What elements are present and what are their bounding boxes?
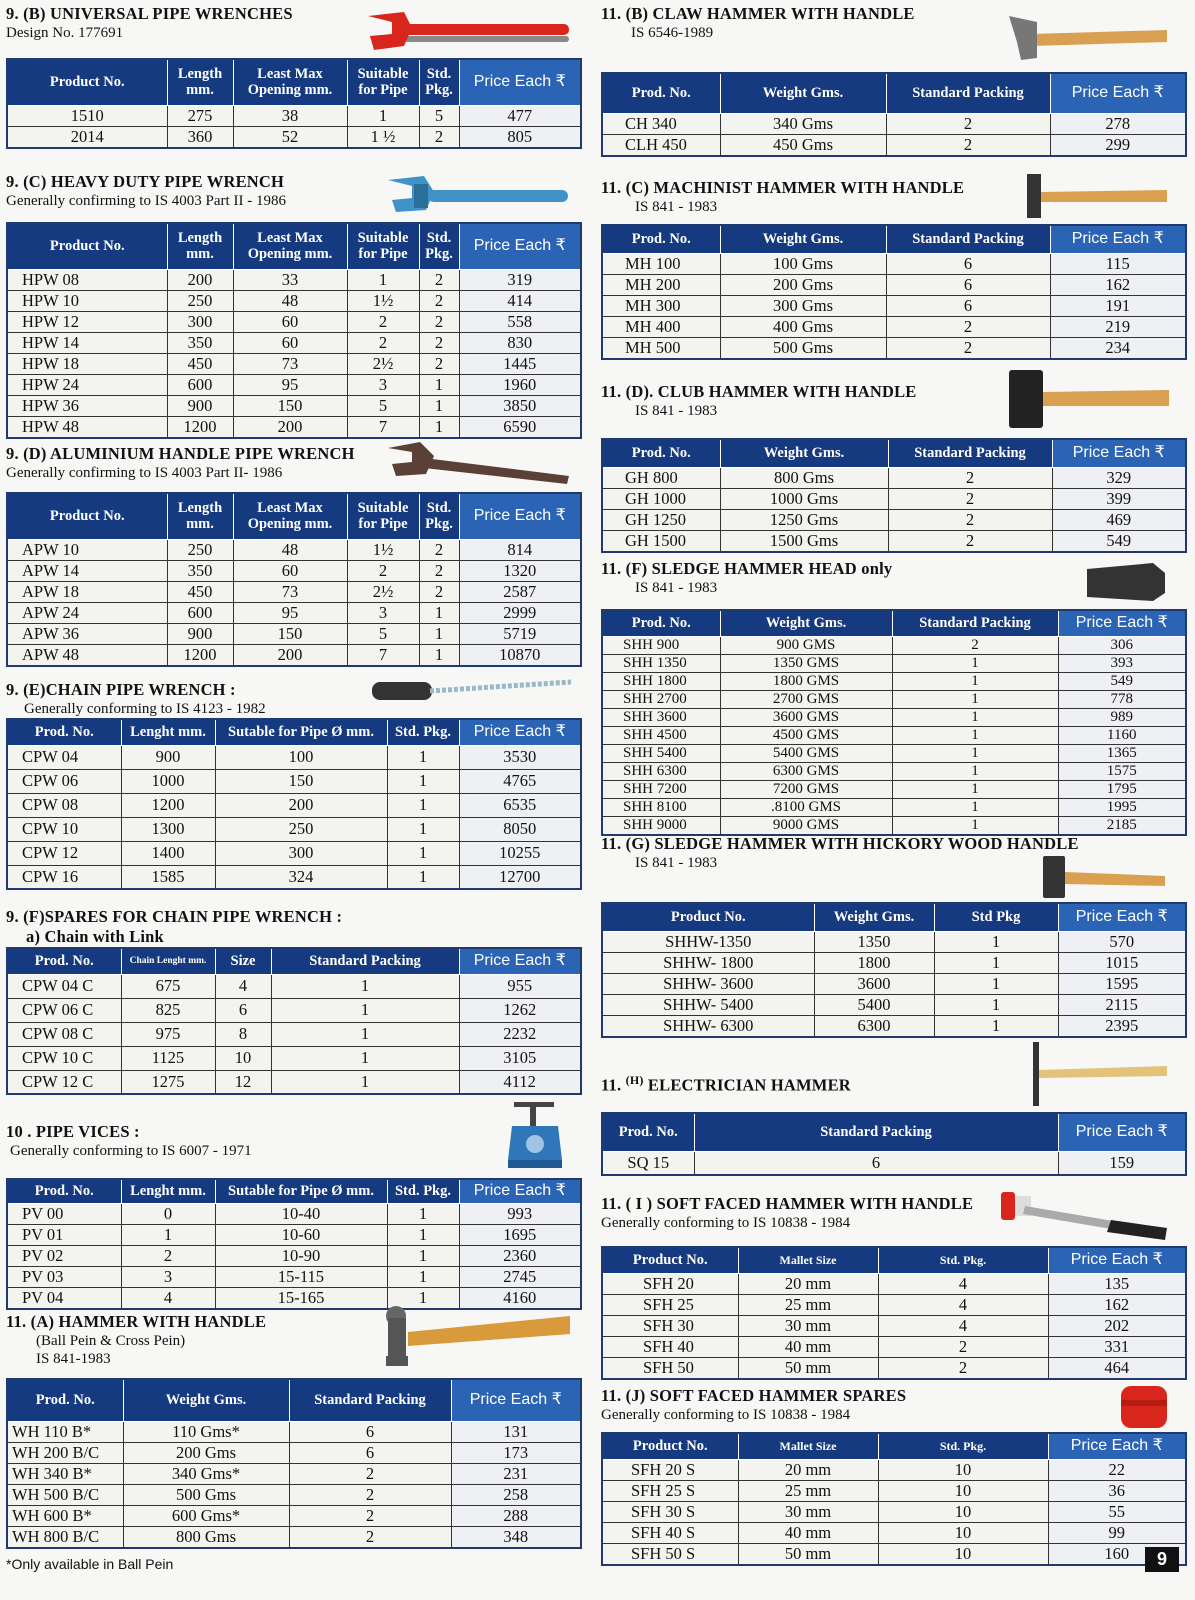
table-row: GH 800 800 Gms 2 329 [602, 467, 1186, 488]
table-row: CPW 04 C 675 4 1 955 [7, 974, 581, 998]
table-row: SHHW- 3600 3600 1 1595 [602, 973, 1186, 994]
table-row: SHH 5400 5400 GMS 1 1365 [602, 744, 1186, 762]
table-row: HPW 48 1200 200 7 1 6590 [7, 416, 581, 438]
sledge-hammer-head-table [601, 609, 1187, 836]
table-row: APW 10 250 48 1½ 2 814 [7, 539, 581, 560]
pipe-vices-table [6, 1178, 582, 1310]
col-header: Least Max Opening mm. [233, 493, 347, 539]
col-header: Least Max Opening mm. [233, 59, 347, 105]
col-header: Mallet Size [738, 1433, 878, 1459]
col-header: Prod. No. [7, 719, 121, 745]
col-header: Chain Lenght mm. [121, 948, 215, 974]
table-body [602, 1273, 1186, 1379]
col-header: Weight Gms. [814, 903, 934, 931]
col-header: Lenght mm. [121, 1179, 215, 1203]
col-header: Standard Packing [289, 1379, 451, 1421]
table-row: APW 36 900 150 5 1 5719 [7, 623, 581, 644]
col-header: Std Pkg [934, 903, 1058, 931]
col-header: Least Max Opening mm. [233, 223, 347, 269]
table-row: WH 500 B/C 500 Gms 2 258 [7, 1484, 581, 1505]
col-header: Std. Pkg. [878, 1433, 1048, 1459]
col-header-price: Price Each ₹ [459, 1179, 581, 1203]
table-row: SHH 4500 4500 GMS 1 1160 [602, 726, 1186, 744]
table-row: MH 400 400 Gms 2 219 [602, 316, 1186, 337]
footnote: *Only available in Ball Pein [6, 1556, 174, 1572]
section-subtitle: (Ball Pein & Cross Pein) [36, 1333, 186, 1349]
table-body [7, 1421, 581, 1548]
col-header: Prod. No. [602, 439, 720, 467]
section-title: 11. (C) MACHINIST HAMMER WITH HANDLE [601, 178, 965, 197]
table-row: WH 340 B* 340 Gms* 2 231 [7, 1463, 581, 1484]
col-header-price: Price Each ₹ [1058, 1113, 1186, 1151]
section-claw-hammer [601, 4, 1187, 157]
section-subtitle: IS 841 - 1983 [635, 580, 718, 596]
club-hammer-table [601, 438, 1187, 553]
col-header: Product No. [7, 59, 167, 105]
section-subtitle: IS 841 - 1983 [635, 855, 718, 871]
table-row: CLH 450 450 Gms 2 299 [602, 134, 1186, 156]
col-header: Std. Pkg. [419, 223, 459, 269]
table-row: CPW 06 1000 150 1 4765 [7, 769, 581, 793]
table-body [602, 113, 1186, 156]
chain-with-link-table [6, 947, 582, 1095]
section-sledge-hammer-hickory [601, 834, 1187, 1038]
section-title: 9. (F)SPARES FOR CHAIN PIPE WRENCH : [6, 907, 343, 926]
section-sledge-hammer-head [601, 559, 1187, 836]
club-hammer-icon [1005, 366, 1173, 434]
pipe-vice-icon [504, 1100, 570, 1174]
claw-hammer-icon [1001, 8, 1171, 68]
table-row: HPW 10 250 48 1½ 2 414 [7, 290, 581, 311]
col-header: Lenght mm. [121, 719, 215, 745]
table-body [602, 931, 1186, 1037]
col-header: Product No. [602, 1247, 738, 1273]
table-row: SHH 1350 1350 GMS 1 393 [602, 654, 1186, 672]
table-body [602, 1459, 1186, 1565]
table-row: CPW 08 1200 200 1 6535 [7, 793, 581, 817]
table-row: MH 500 500 Gms 2 234 [602, 337, 1186, 359]
table-row: APW 18 450 73 2½ 2 2587 [7, 581, 581, 602]
col-header: Standard Packing [886, 225, 1050, 253]
table-body [7, 269, 581, 438]
table-row: SQ 15 6 159 [602, 1151, 1186, 1175]
section-machinist-hammer [601, 178, 1187, 360]
section-title: 11. (D). CLUB HAMMER WITH HANDLE [601, 382, 917, 401]
section-aluminium-handle-pipe-wrench [6, 444, 582, 667]
col-header: Standard Packing [886, 73, 1050, 113]
section-soft-faced-hammer [601, 1194, 1187, 1380]
table-row: CPW 04 900 100 1 3530 [7, 745, 581, 769]
soft-faced-hammer-table [601, 1246, 1187, 1380]
soft-faced-spares-table [601, 1432, 1187, 1566]
section-title: 11. (G) SLEDGE HAMMER WITH HICKORY WOOD HANDLE [601, 834, 1079, 853]
table-body [7, 1203, 581, 1309]
table-row: CPW 10 C 1125 10 1 3105 [7, 1046, 581, 1070]
col-header-price: Price Each ₹ [1052, 439, 1186, 467]
universal-pipe-wrench-table [6, 58, 582, 149]
col-header: Product No. [7, 493, 167, 539]
col-header: Std. Pkg. [387, 1179, 459, 1203]
table-row: WH 200 B/C 200 Gms 6 173 [7, 1442, 581, 1463]
section-soft-faced-hammer-spares [601, 1386, 1187, 1566]
col-header: Weight Gms. [720, 439, 888, 467]
col-header-price: Price Each ₹ [459, 948, 581, 974]
col-header: Standard Packing [892, 610, 1058, 636]
table-row: CPW 12 1400 300 1 10255 [7, 841, 581, 865]
col-header: Product No. [7, 223, 167, 269]
aluminium-pipe-wrench-table [6, 492, 582, 667]
table-row: 2014 360 52 1 ½ 2 805 [7, 126, 581, 148]
table-row: HPW 36 900 150 5 1 3850 [7, 395, 581, 416]
col-header-price: Price Each ₹ [459, 493, 581, 539]
col-header: Sutable for Pipe Ø mm. [215, 1179, 387, 1203]
table-row: 1510 275 38 1 5 477 [7, 105, 581, 126]
table-row: WH 110 B* 110 Gms* 6 131 [7, 1421, 581, 1442]
section-title: 11. ( I ) SOFT FACED HAMMER WITH HANDLE [601, 1194, 974, 1213]
section-subtitle: Generally conforming to IS 6007 - 1971 [10, 1143, 252, 1159]
table-row: CPW 08 C 975 8 1 2232 [7, 1022, 581, 1046]
table-row: SHH 3600 3600 GMS 1 989 [602, 708, 1186, 726]
table-row: APW 24 600 95 3 1 2999 [7, 602, 581, 623]
section-universal-pipe-wrenches [6, 4, 582, 149]
section-subtitle: Design No. 177691 [6, 25, 124, 41]
col-header-price: Price Each ₹ [1048, 1433, 1186, 1459]
col-header: Std. Pkg. [419, 59, 459, 105]
heavy-duty-pipe-wrench-table [6, 222, 582, 439]
table-row: HPW 08 200 33 1 2 319 [7, 269, 581, 290]
table-row: CPW 10 1300 250 1 8050 [7, 817, 581, 841]
col-header: Suitable for Pipe [347, 493, 419, 539]
col-header: Weight Gms. [720, 610, 892, 636]
section-title: 11. (F) SLEDGE HAMMER HEAD only [601, 559, 893, 578]
section-subtitle: Generally conforming to IS 10838 - 1984 [601, 1215, 851, 1231]
table-row: GH 1000 1000 Gms 2 399 [602, 488, 1186, 509]
section-subtitle: IS 841-1983 [36, 1351, 111, 1367]
sledge-hammer-hickory-table [601, 902, 1187, 1038]
col-header-price: Price Each ₹ [1050, 73, 1186, 113]
section-title: 11. (A) HAMMER WITH HANDLE [6, 1312, 267, 1331]
col-header: Suitable for Pipe [347, 223, 419, 269]
col-header: Length mm. [167, 223, 233, 269]
electrician-hammer-icon [1031, 1040, 1171, 1108]
table-row: CPW 16 1585 324 1 12700 [7, 865, 581, 889]
pipe-wrench-blue-icon [384, 172, 574, 216]
col-header: Size [215, 948, 271, 974]
section-title: 9. (C) HEAVY DUTY PIPE WRENCH [6, 172, 285, 191]
col-header-price: Price Each ₹ [1048, 1247, 1186, 1273]
col-header: Mallet Size [738, 1247, 878, 1273]
section-title: 9. (D) ALUMINIUM HANDLE PIPE WRENCH [6, 444, 355, 463]
table-row: SFH 25 S 25 mm 10 36 [602, 1480, 1186, 1501]
section-electrician-hammer [601, 1040, 1187, 1176]
section-title: 9. (B) UNIVERSAL PIPE WRENCHES [6, 4, 293, 23]
table-row: CH 340 340 Gms 2 278 [602, 113, 1186, 134]
hammer-with-handle-table [6, 1378, 582, 1549]
table-row: SFH 20 S 20 mm 10 22 [602, 1459, 1186, 1480]
col-header-price: Price Each ₹ [459, 719, 581, 745]
table-row: APW 48 1200 200 7 1 10870 [7, 644, 581, 666]
electrician-hammer-table [601, 1112, 1187, 1176]
table-row: SHH 2700 2700 GMS 1 778 [602, 690, 1186, 708]
table-row: MH 200 200 Gms 6 162 [602, 274, 1186, 295]
table-row: SFH 30 30 mm 4 202 [602, 1315, 1186, 1336]
section-club-hammer [601, 382, 1187, 553]
section-title: 11. (J) SOFT FACED HAMMER SPARES [601, 1386, 907, 1405]
table-row: HPW 18 450 73 2½ 2 1445 [7, 353, 581, 374]
table-body [7, 105, 581, 148]
col-header: Product No. [602, 903, 814, 931]
section-subtitle: Generally confirming to IS 4003 Part II - 1986 [6, 193, 286, 209]
table-body [602, 253, 1186, 359]
table-row: SHHW-1350 1350 1 570 [602, 931, 1186, 952]
table-body [602, 1151, 1186, 1175]
col-header: Length mm. [167, 493, 233, 539]
table-row: WH 800 B/C 800 Gms 2 348 [7, 1526, 581, 1548]
claw-hammer-table [601, 72, 1187, 157]
table-body [7, 974, 581, 1094]
col-header-price: Price Each ₹ [459, 59, 581, 105]
col-header: Prod. No. [602, 1113, 694, 1151]
section-pipe-vices [6, 1104, 582, 1310]
col-header: Sutable for Pipe Ø mm. [215, 719, 387, 745]
sledge-hammer-icon [1041, 854, 1169, 902]
sledge-hammer-head-icon [1083, 559, 1169, 603]
table-row: SHH 6300 6300 GMS 1 1575 [602, 762, 1186, 780]
page-number: 9 [1145, 1547, 1179, 1572]
machinist-hammer-table [601, 224, 1187, 360]
ball-pein-hammer-icon [378, 1302, 574, 1374]
table-row: HPW 24 600 95 3 1 1960 [7, 374, 581, 395]
table-body [602, 467, 1186, 552]
table-row: CPW 06 C 825 6 1 1262 [7, 998, 581, 1022]
table-row: CPW 12 C 1275 12 1 4112 [7, 1070, 581, 1094]
col-header-price: Price Each ₹ [1058, 903, 1186, 931]
table-row: SFH 20 20 mm 4 135 [602, 1273, 1186, 1294]
col-header: Weight Gms. [720, 73, 886, 113]
section-subtitle: Generally conforming to IS 4123 - 1982 [24, 701, 266, 717]
table-row: PV 04 4 15-165 1 4160 [7, 1287, 581, 1309]
table-row: SHH 8100 .8100 GMS 1 1995 [602, 798, 1186, 816]
table-row: PV 02 2 10-90 1 2360 [7, 1245, 581, 1266]
table-body [602, 636, 1186, 835]
section-title: 9. (E)CHAIN PIPE WRENCH : [6, 680, 236, 699]
chain-pipe-wrench-icon [366, 676, 576, 712]
col-header-price: Price Each ₹ [1050, 225, 1186, 253]
col-header: Standard Packing [694, 1113, 1058, 1151]
section-title: 11. $^{(H)}$ ELECTRICIAN HAMMER [601, 1073, 851, 1095]
table-row: SHH 9000 9000 GMS 1 2185 [602, 816, 1186, 835]
aluminium-pipe-wrench-icon [384, 438, 574, 488]
table-row: GH 1250 1250 Gms 2 469 [602, 509, 1186, 530]
table-row: SFH 50 S 50 mm 10 160 [602, 1543, 1186, 1565]
table-row: SHHW- 5400 5400 1 2115 [602, 994, 1186, 1015]
table-row: PV 00 0 10-40 1 993 [7, 1203, 581, 1224]
table-row: GH 1500 1500 Gms 2 549 [602, 530, 1186, 552]
section-subtitle: Generally conforming to IS 10838 - 1984 [601, 1407, 851, 1423]
section-chain-pipe-wrench [6, 680, 582, 890]
col-header-price: Price Each ₹ [1058, 610, 1186, 636]
table-row: MH 100 100 Gms 6 115 [602, 253, 1186, 274]
col-header: Std. Pkg. [387, 719, 459, 745]
section-heavy-duty-pipe-wrench [6, 172, 582, 439]
section-title: 11. (B) CLAW HAMMER WITH HANDLE [601, 4, 915, 23]
section-chain-wrench-spares [6, 907, 582, 1095]
mallet-face-icon [1117, 1382, 1171, 1432]
chain-pipe-wrench-table [6, 718, 582, 890]
col-header: Prod. No. [7, 1179, 121, 1203]
col-header-price: Price Each ₹ [459, 223, 581, 269]
pipe-wrench-red-icon [364, 6, 574, 54]
table-row: SFH 25 25 mm 4 162 [602, 1294, 1186, 1315]
table-row: SFH 50 50 mm 2 464 [602, 1357, 1186, 1379]
col-header: Product No. [602, 1433, 738, 1459]
table-row: SHH 900 900 GMS 2 306 [602, 636, 1186, 654]
table-body [7, 539, 581, 666]
table-row: MH 300 300 Gms 6 191 [602, 295, 1186, 316]
section-subtitle: IS 841 - 1983 [635, 199, 718, 215]
table-row: PV 01 1 10-60 1 1695 [7, 1224, 581, 1245]
section-hammer-with-handle [6, 1312, 582, 1549]
col-header: Prod. No. [7, 948, 121, 974]
section-subtitle: IS 841 - 1983 [635, 403, 718, 419]
col-header: Std. Pkg. [419, 493, 459, 539]
section-subtitle: a) Chain with Link [26, 927, 164, 946]
section-subtitle: IS 6546-1989 [631, 25, 714, 41]
table-row: HPW 12 300 60 2 2 558 [7, 311, 581, 332]
machinist-hammer-icon [1023, 172, 1171, 222]
col-header: Weight Gms. [123, 1379, 289, 1421]
col-header: Weight Gms. [720, 225, 886, 253]
table-row: SHHW- 1800 1800 1 1015 [602, 952, 1186, 973]
table-row: SFH 40 40 mm 2 331 [602, 1336, 1186, 1357]
col-header: Prod. No. [602, 610, 720, 636]
table-row: HPW 14 350 60 2 2 830 [7, 332, 581, 353]
table-body [7, 745, 581, 889]
section-subtitle: Generally confirming to IS 4003 Part II- 1986 [6, 465, 283, 481]
col-header-price: Price Each ₹ [451, 1379, 581, 1421]
col-header: Prod. No. [602, 73, 720, 113]
table-row: SHH 1800 1800 GMS 1 549 [602, 672, 1186, 690]
table-row: SHHW- 6300 6300 1 2395 [602, 1015, 1186, 1037]
table-row: SFH 30 S 30 mm 10 55 [602, 1501, 1186, 1522]
table-row: WH 600 B* 600 Gms* 2 288 [7, 1505, 581, 1526]
table-row: APW 14 350 60 2 2 1320 [7, 560, 581, 581]
col-header: Prod. No. [602, 225, 720, 253]
table-row: SFH 40 S 40 mm 10 99 [602, 1522, 1186, 1543]
table-row: PV 03 3 15-115 1 2745 [7, 1266, 581, 1287]
col-header: Standard Packing [271, 948, 459, 974]
col-header: Prod. No. [7, 1379, 123, 1421]
col-header: Standard Packing [888, 439, 1052, 467]
section-title: 10 . PIPE VICES : [6, 1122, 140, 1141]
col-header: Suitable for Pipe [347, 59, 419, 105]
soft-faced-hammer-icon [999, 1188, 1171, 1246]
table-row: SHH 7200 7200 GMS 1 1795 [602, 780, 1186, 798]
col-header: Std. Pkg. [878, 1247, 1048, 1273]
col-header: Length mm. [167, 59, 233, 105]
